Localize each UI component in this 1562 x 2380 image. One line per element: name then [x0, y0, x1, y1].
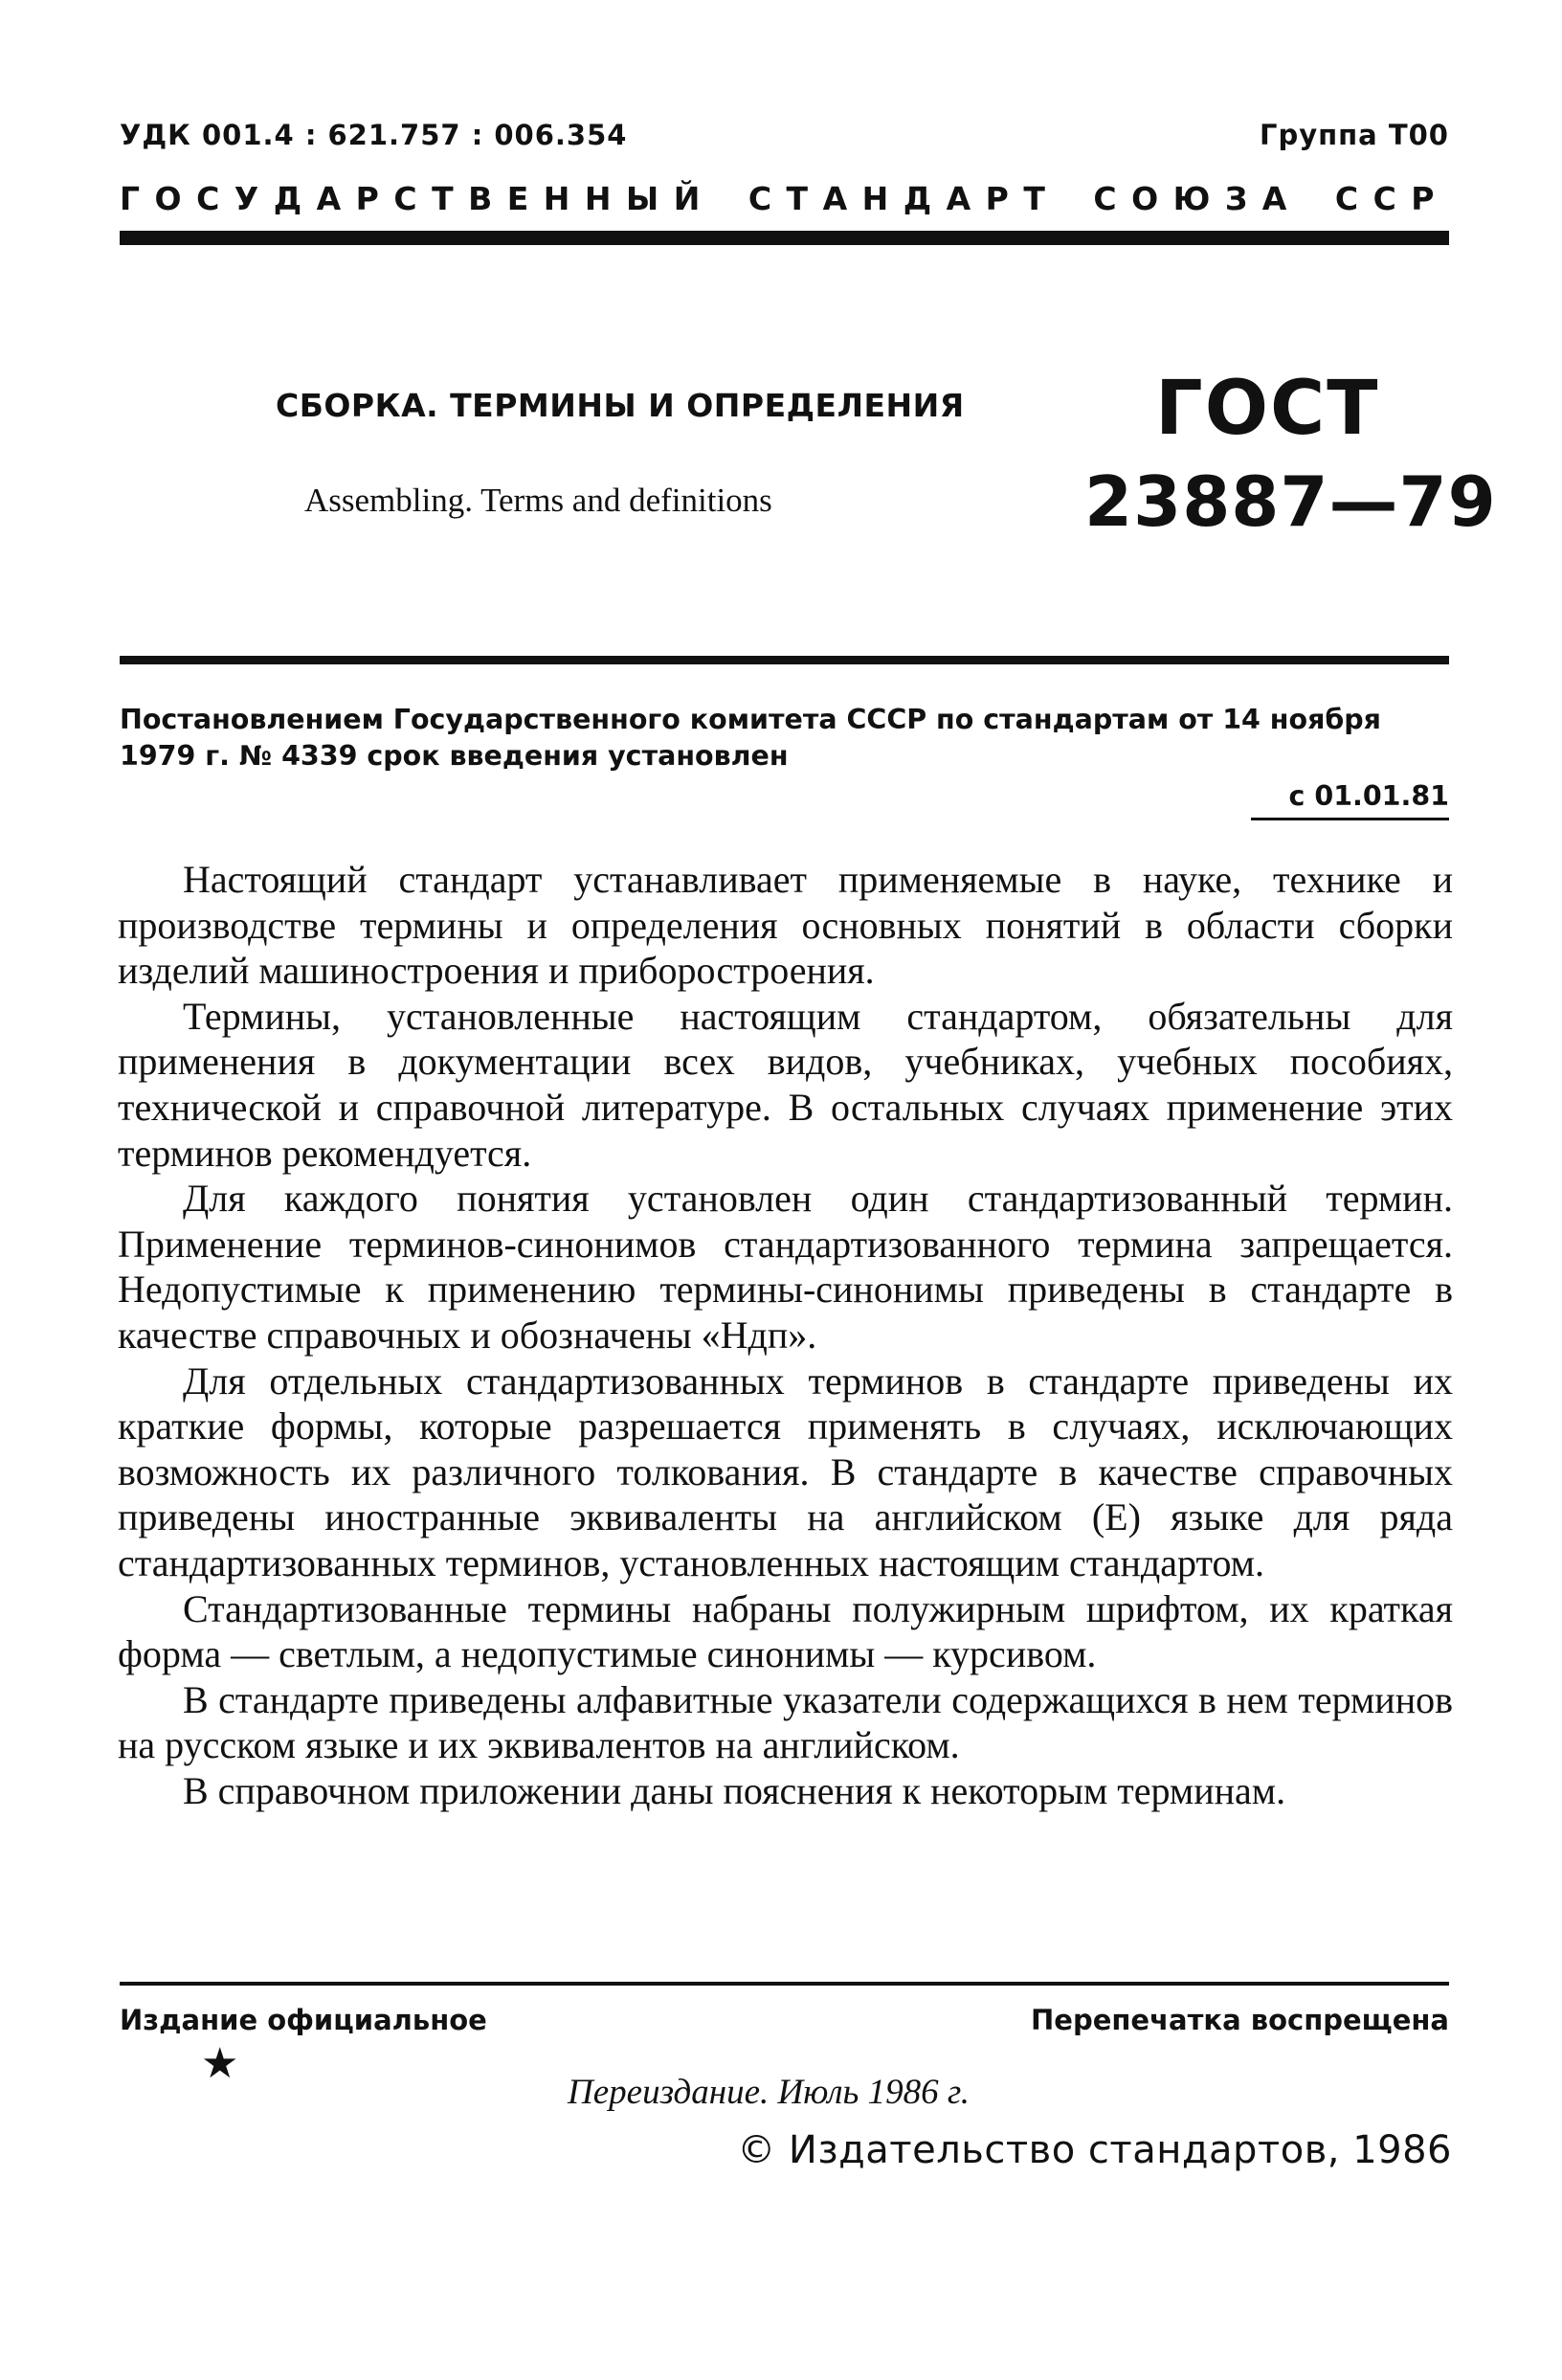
paragraph: Стандартизованные термины набраны полужирным шрифтом, их краткая форма — светлым, а недопустимые синонимы — курсивом.	[118, 1586, 1453, 1676]
gost-number: 23887—79	[1084, 461, 1497, 542]
state-standard-word-1: ГОСУДАРСТВЕННЫЙ	[120, 180, 715, 217]
paragraph: В стандарте приведены алфавитные указатели содержащихся в нем терминов на русском языке и их эквивалентов на английском.	[118, 1677, 1453, 1767]
paragraph: Термины, установленные настоящим стандартом, обязательны для применения в документации всех видов, учебниках, учебных пособиях, технической и справочной литературе. В остальных случаях применение этих терминов рекомендуется.	[118, 994, 1453, 1175]
body-text	[118, 857, 1453, 1813]
official-edition-label: Издание официальное	[120, 2004, 487, 2036]
group-code: Группа Т00	[1259, 119, 1449, 151]
publisher-copyright: © Издательство стандартов, 1986	[737, 2128, 1452, 2172]
effective-date: с 01.01.81	[1251, 780, 1449, 820]
paragraph: Настоящий стандарт устанавливает применяемые в науке, технике и производстве термины и определения основных понятий в области сборки изделий машиностроения и приборостроения.	[118, 858, 1453, 993]
footer-rule	[120, 1982, 1449, 1986]
reissue-note: Переиздание. Июль 1986 г.	[568, 2073, 971, 2112]
gost-label: ГОСТ	[1155, 366, 1380, 452]
title-russian: СБОРКА. ТЕРМИНЫ И ОПРЕДЕЛЕНИЯ	[276, 387, 965, 424]
state-standard-word-4: ССР	[1334, 180, 1449, 217]
paragraph: Для каждого понятия установлен один стандартизованный термин. Применение терминов-синонимов стандартизованного термина запрещается. Недопустимые к применению термины-синонимы приведены в стандарте в качестве справочных и обозначены «Ндп».	[118, 1177, 1453, 1357]
udc-code: УДК 001.4 : 621.757 : 006.354	[120, 119, 628, 151]
state-standard-word-3: СОЮЗА	[1093, 180, 1302, 217]
title-rule	[120, 656, 1449, 664]
paragraph: В справочном приложении даны пояснения к некоторым терминам.	[183, 1768, 1286, 1812]
paragraph: Для отдельных стандартизованных терминов в стандарте приведены их краткие формы, которые разрешается применять в случаях, исключающих возможность их различного толкования. В стандарте в качестве справочных приведены иностранные эквиваленты на английском (Е) языке для ряда стандартизованных терминов, установленных настоящим стандартом.	[118, 1358, 1453, 1584]
state-standard-heading	[120, 180, 1449, 217]
title-english: Assembling. Terms and definitions	[304, 482, 772, 519]
header-rule	[120, 231, 1449, 245]
reprint-ban-label: Перепечатка воспрещена	[1031, 2004, 1449, 2036]
decree-text: Постановлением Государственного комитета СССР по стандартам от 14 ноября 1979 г. № 4339 срок введения установлен	[120, 704, 1381, 772]
state-standard-word-2: СТАНДАРТ	[748, 180, 1060, 217]
star-icon: ★	[201, 2039, 239, 2088]
